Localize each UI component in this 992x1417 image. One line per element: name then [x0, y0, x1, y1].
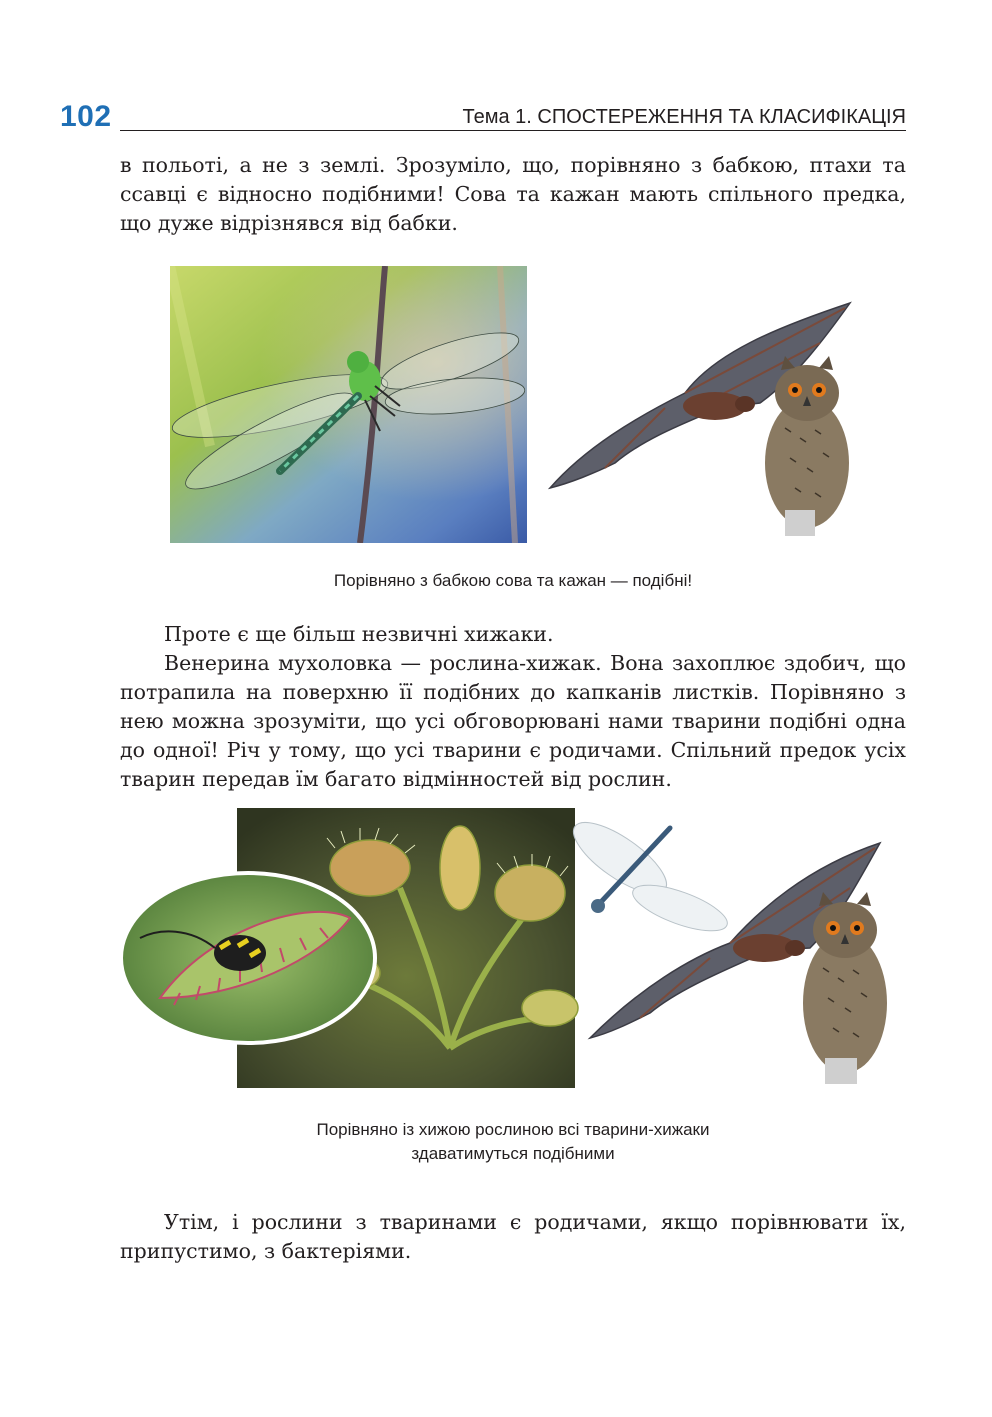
bat-and-owl-illustration: [545, 298, 865, 538]
caption-2: [120, 1118, 906, 1166]
dragonfly-photo: [170, 266, 527, 543]
paragraph-1: в польоті, а не з землі. Зрозуміло, що, порівняно з бабкою, птахи та ссавці є відносно подібними! Сова та кажан мають спільного предка, що дуже відрізнявся від бабки.: [120, 153, 906, 235]
page-number: 102: [60, 100, 112, 133]
flytrap-and-animals-illustration: [120, 808, 910, 1088]
caption-1: Порівняно з бабкою сова та кажан — подібні!: [333, 571, 693, 590]
caption-2-line-1: Порівняно із хижою рослиною всі тварини-хижаки: [316, 1120, 710, 1139]
paragraph-2: Проте є ще більш незвичні хижаки.: [164, 622, 554, 646]
topic-title: Тема 1. СПОСТЕРЕЖЕННЯ ТА КЛАСИФІКАЦІЯ: [457, 106, 906, 129]
page-header: [60, 98, 906, 134]
paragraph-4: Утім, і рослини з тваринами є родичами, якщо порівнювати їх, припустимо, з бактеріями.: [120, 1210, 906, 1263]
header-rule: [120, 130, 906, 131]
caption-2-line-2: здаватимуться подібними: [411, 1144, 615, 1163]
paragraph-3: Венерина мухоловка — рослина-хижак. Вона захоплює здобич, що потрапила на поверхню її подібних до капканів листків. Порівняно з нею можна зрозуміти, що усі обговорювані нами тварини подібні одна до одної! Річ у тому, що усі тварини є родичами. Спільний предок усіх тварин передав їм багато відмінностей від рослин.: [120, 651, 906, 791]
